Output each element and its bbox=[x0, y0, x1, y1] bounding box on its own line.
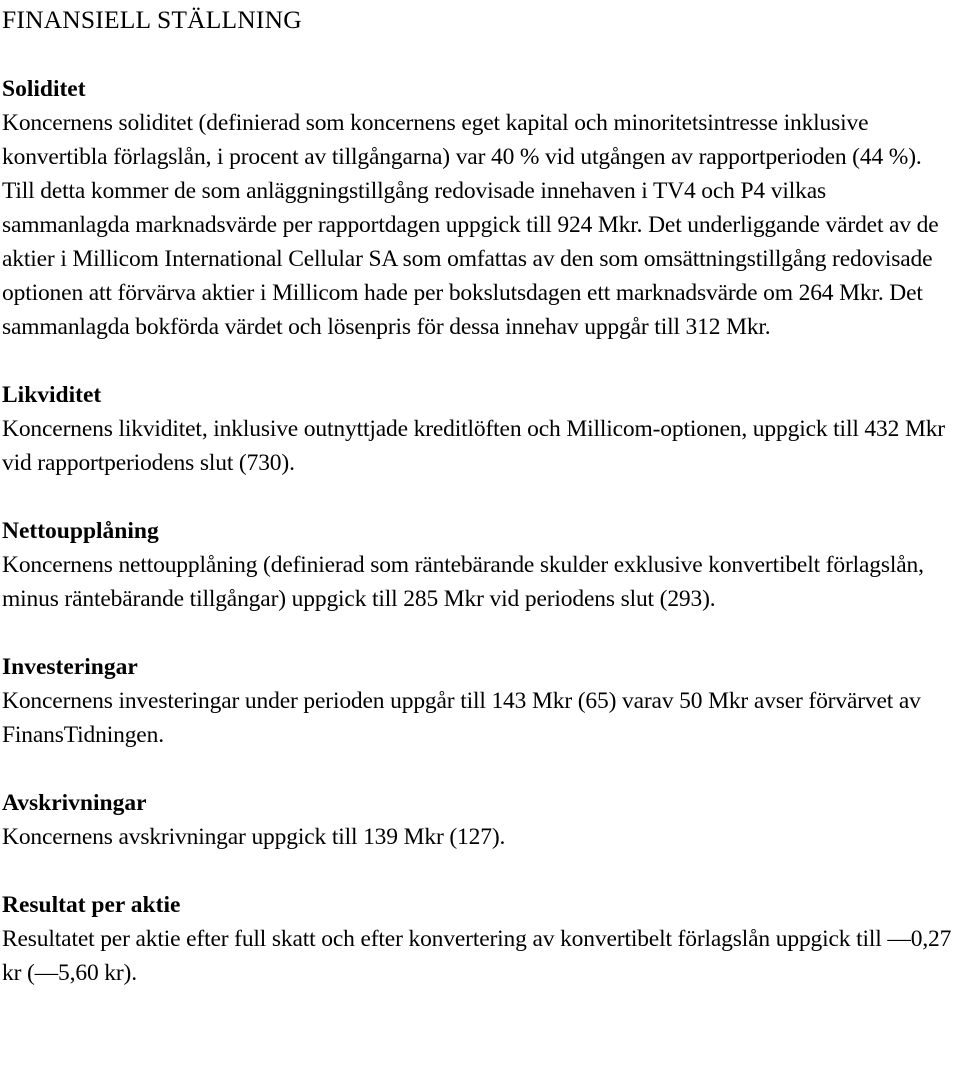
section-body: Koncernens nettoupplåning (definierad som räntebärande skulder exklusive konvertibelt förlagslån, minus räntebärande tillgångar) uppgick till 285 Mkr vid periodens slut (293). bbox=[2, 552, 924, 612]
section-body: Koncernens likviditet, inklusive outnyttjade kreditlöften och Millicom-optionen, uppgick till 432 Mkr vid rapportperiodens slut (730). bbox=[2, 416, 945, 476]
spacer bbox=[2, 38, 960, 72]
document-title: FINANSIELL STÄLLNING bbox=[2, 5, 302, 34]
section-avskrivningar bbox=[2, 786, 960, 854]
section-body: Koncernens investeringar under perioden uppgår till 143 Mkr (65) varav 50 Mkr avser förvärvet av FinansTidningen. bbox=[2, 688, 921, 748]
section-nettoupplaning bbox=[2, 514, 960, 616]
section-heading: Soliditet bbox=[2, 76, 86, 102]
spacer bbox=[2, 752, 960, 786]
section-body: Koncernens soliditet (definierad som koncernens eget kapital och minoritetsintresse inklusive konvertibla förlagslån, i procent av tillgångarna) var 40 % vid utgången av rapportperioden (44 %). Till detta kommer de som anläggningstillgång redovisade innehaven i TV4 och P4 vilkas sammanlagda marknadsvärde per rapportdagen uppgick till 924 Mkr. Det underliggande värdet av de aktier i Millicom International Cellular SA som omfattas av den som omsättningstillgång redovisade optionen att förvärva aktier i Millicom hade per bokslutsdagen ett marknadsvärde om 264 Mkr. Det sammanlagda bokförda värdet och lösenpris för dessa innehav uppgår till 312 Mkr. bbox=[2, 110, 939, 340]
section-heading: Resultat per aktie bbox=[2, 892, 181, 918]
section-soliditet bbox=[2, 72, 960, 344]
section-heading: Nettoupplåning bbox=[2, 518, 159, 544]
section-investeringar bbox=[2, 650, 960, 752]
section-heading: Avskrivningar bbox=[2, 790, 147, 816]
section-heading: Likviditet bbox=[2, 382, 102, 408]
section-likviditet bbox=[2, 378, 960, 480]
spacer bbox=[2, 344, 960, 378]
spacer bbox=[2, 616, 960, 650]
spacer bbox=[2, 854, 960, 888]
spacer bbox=[2, 480, 960, 514]
section-resultat-per-aktie bbox=[2, 888, 960, 990]
section-body: Koncernens avskrivningar uppgick till 139 Mkr (127). bbox=[2, 824, 506, 850]
section-heading: Investeringar bbox=[2, 654, 138, 680]
section-body: Resultatet per aktie efter full skatt och efter konvertering av konvertibelt förlagslån uppgick till —0,27 kr (—5,60 kr). bbox=[2, 926, 952, 986]
